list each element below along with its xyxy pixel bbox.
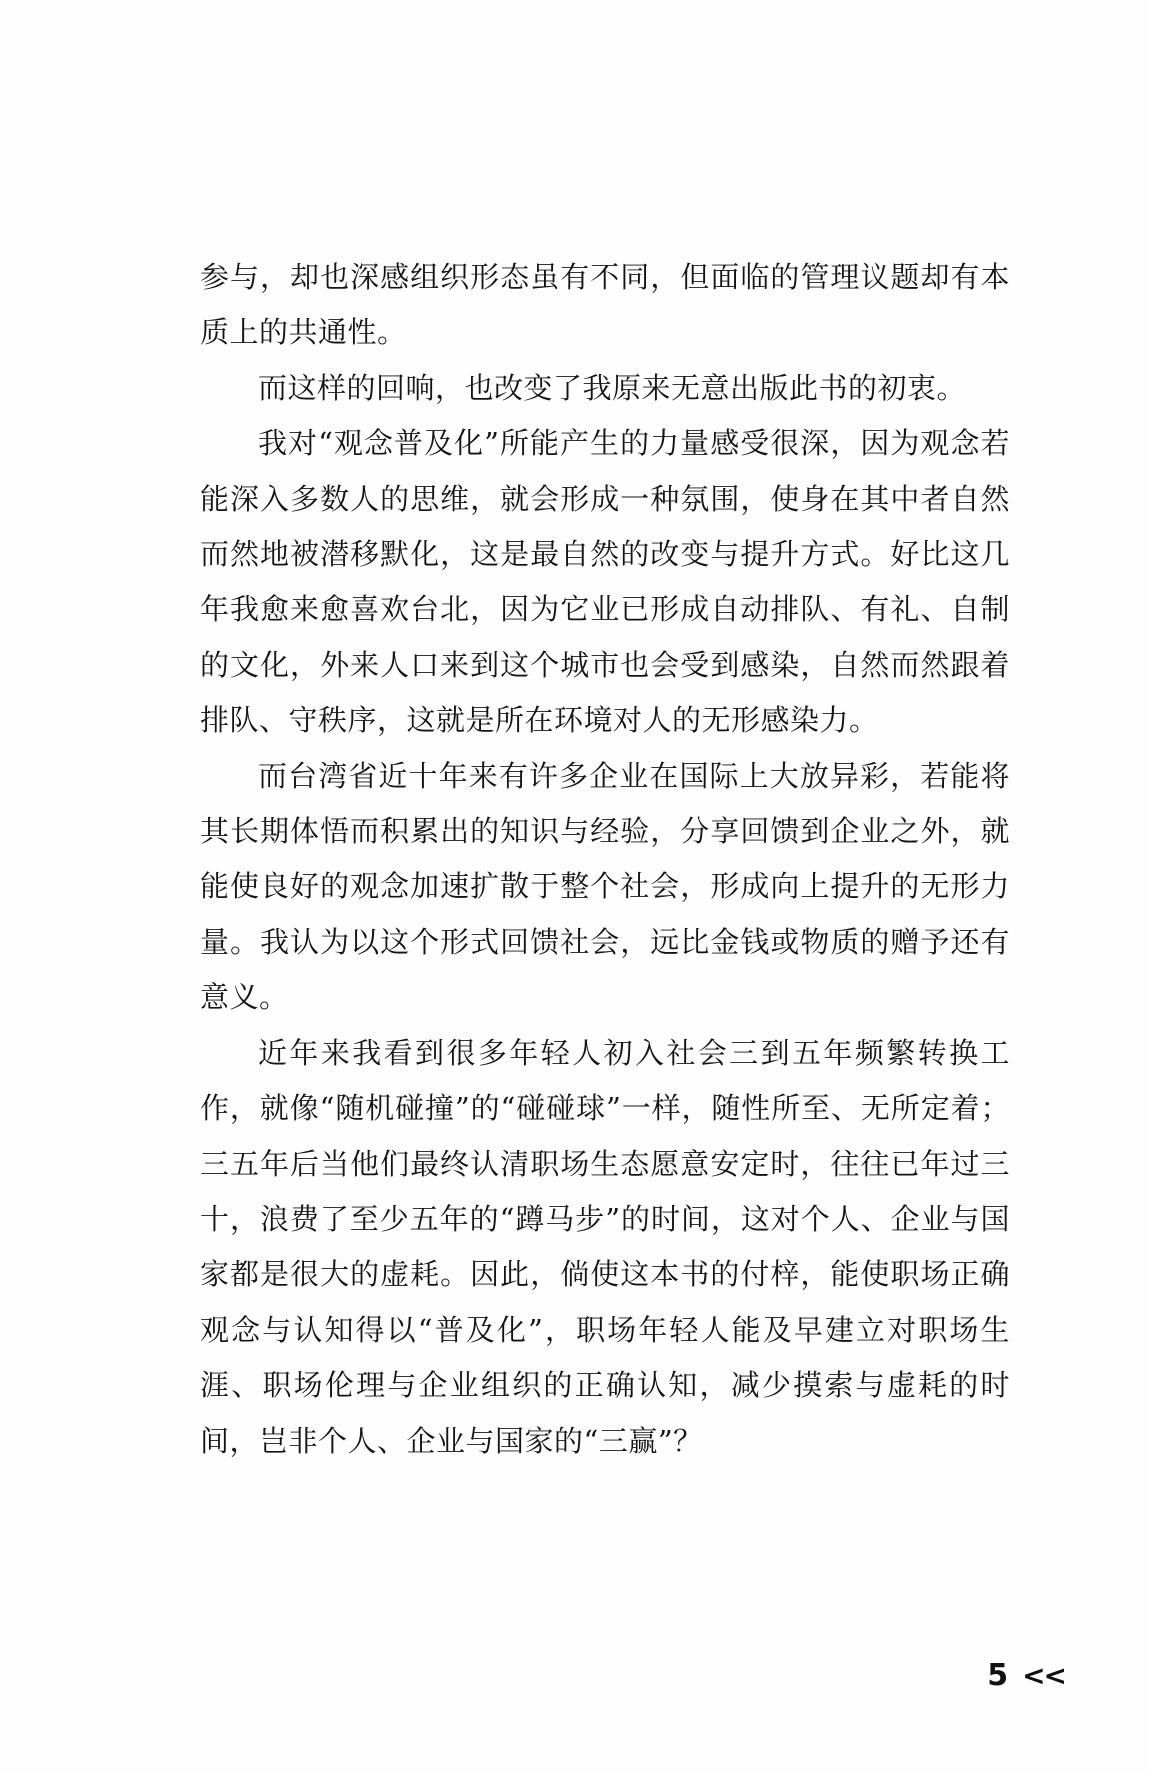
paragraph: 而台湾省近十年来有许多企业在国际上大放异彩，若能将其长期体悟而积累出的知识与经验，分享回馈到企业之外，就能使良好的观念加速扩散于整个社会，形成向上提升的无形力量。我认为以这个形式回馈社会，远比金钱或物质的赠予还有意义。 <box>200 758 1010 1015</box>
paragraph: 近年来我看到很多年轻人初入社会三到五年频繁转换工作，就像“随机碰撞”的“碰碰球”一样，随性所至、无所定着；三五年后当他们最终认清职场生态愿意安定时，往往已年过三十，浪费了至少五年的“蹲马步”的时间，这对个人、企业与国家都是很大的虚耗。因此，倘使这本书的付梓，能使职场正确观念与认知得以“普及化”，职场年轻人能及早建立对职场生涯、职场伦理与企业组织的正确认知，减少摸索与虚耗的时间，岂非个人、企业与国家的“三赢”？ <box>200 1035 1010 1458</box>
page-body-text <box>200 250 1010 1469</box>
page-number: 5 <box>987 1657 1009 1693</box>
double-chevron-left-icon: << <box>1022 1658 1065 1692</box>
paragraph: 而这样的回响，也改变了我原来无意出版此书的初衷。 <box>258 370 967 405</box>
paragraph-continued: 参与，却也深感组织形态虽有不同，但面临的管理议题却有本质上的共通性。 <box>200 260 1010 350</box>
paragraph: 我对“观念普及化”所能产生的力量感受很深，因为观念若能深入多数人的思维，就会形成一种氛围，使身在其中者自然而然地被潜移默化，这是最自然的改变与提升方式。好比这几年我愈来愈喜欢台北，因为它业已形成自动排队、有礼、自制的文化，外来人口来到这个城市也会受到感染，自然而然跟着排队、守秩序，这就是所在环境对人的无形感染力。 <box>200 426 1010 738</box>
page-footer <box>985 1655 1065 1695</box>
